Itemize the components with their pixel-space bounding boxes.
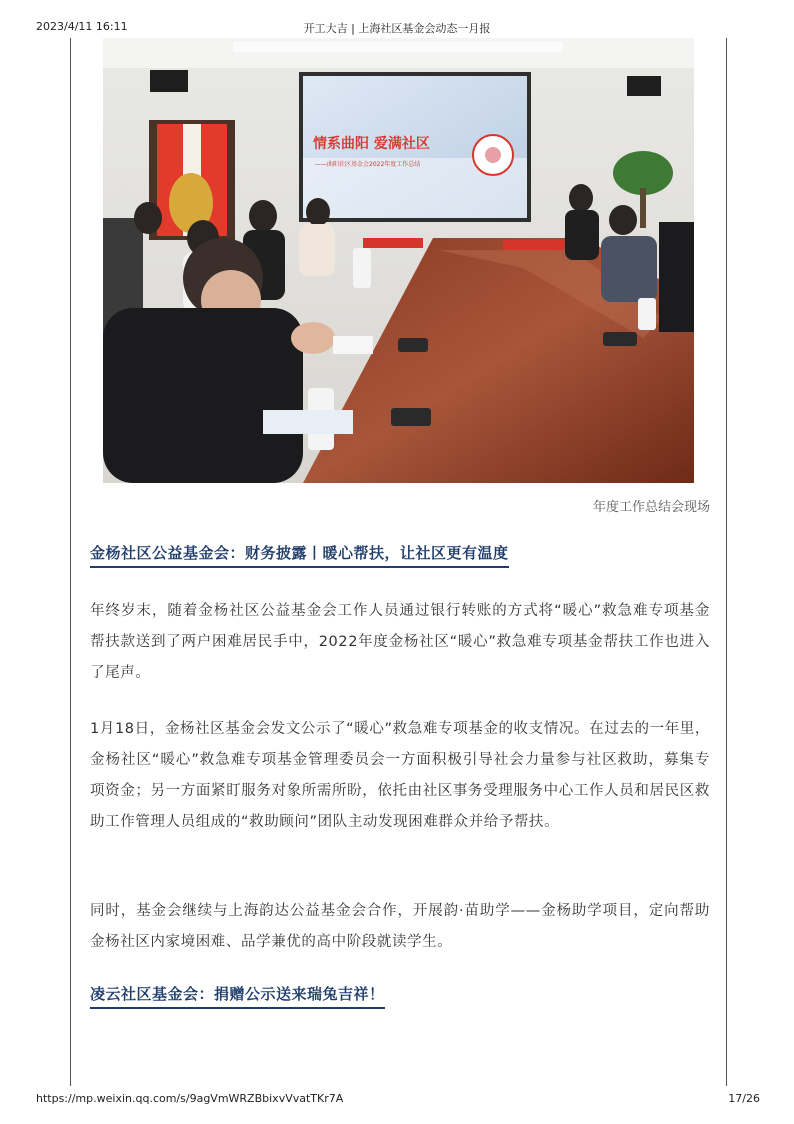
print-datetime: 2023/4/11 16:11 xyxy=(36,20,128,33)
paragraph: 同时，基金会继续与上海韵达公益基金会合作，开展韵·苗助学——金杨助学项目，定向帮助金杨社区内家境困难、品学兼优的高中阶段就读学生。 xyxy=(90,903,710,950)
right-margin-rule xyxy=(726,38,727,1086)
screen-subtitle: ——曲阳社区基金会2022年度工作总结 xyxy=(315,161,421,168)
print-page-title: 开工大吉 | 上海社区基金会动态一月报 xyxy=(303,22,491,35)
section-heading-lingyun: 凌云社区基金会：捐赠公示送来瑞兔吉祥！ xyxy=(90,983,385,1009)
paragraph: 年终岁末，随着金杨社区公益基金会工作人员通过银行转账的方式将“暖心”救急难专项基金帮扶款送到了两户困难居民手中，2022年度金杨社区“暖心”救急难专项基金帮扶工作也进入了尾声。 xyxy=(90,603,710,681)
meeting-photo xyxy=(103,38,694,483)
photo-caption: 年度工作总结会现场 xyxy=(592,500,710,515)
section-heading-jinyang: 金杨社区公益基金会：财务披露丨暖心帮扶，让社区更有温度 xyxy=(90,542,509,568)
left-margin-rule xyxy=(70,38,71,1086)
print-url: https://mp.weixin.qq.com/s/9agVmWRZBbixvVvatTKr7A xyxy=(36,1092,344,1105)
paragraph: 1月18日，金杨社区基金会发文公示了“暖心”救急难专项基金的收支情况。在过去的一年里，金杨社区“暖心”救急难专项基金管理委员会一方面积极引导社会力量参与社区救助，募集专项资金；另一方面紧盯服务对象所需所盼，依托由社区事务受理服务中心工作人员和居民区救助工作管理人员组成的“救助顾问”团队主动发现困难群众并给予帮扶。 xyxy=(90,721,710,830)
page-number: 17/26 xyxy=(728,1092,760,1105)
screen-title: 情系曲阳 爱满社区 xyxy=(313,136,430,152)
